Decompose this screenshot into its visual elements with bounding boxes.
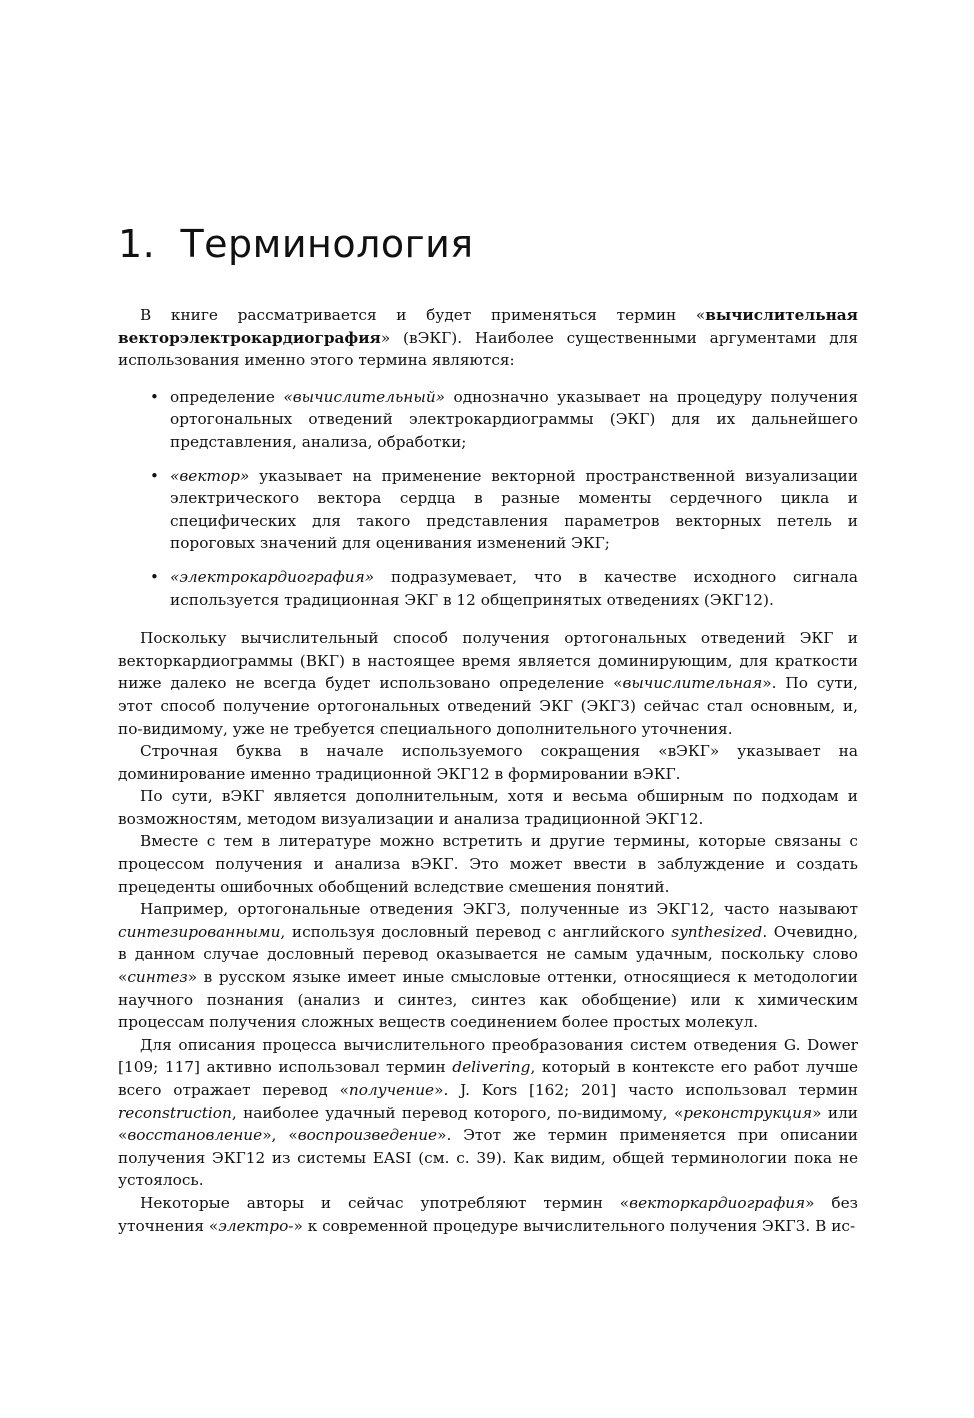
text-span: подразумевает, что в качестве исходного сигнала используется традиционная ЭКГ в 12 общепринятых отведениях (ЭКГ12). bbox=[170, 567, 858, 609]
text-span: » или « bbox=[118, 1103, 858, 1145]
text-span: ». По сути, этот способ получение ортогональных отведений ЭКГ (ЭКГ3) сейчас стал основным, и, по-видимому, уже не требуется специального дополнительного уточнения. bbox=[118, 674, 858, 738]
chapter-body bbox=[118, 304, 858, 1237]
text-span: указывает на применение векторной пространственной визуализации электрического вектора сердца в разные моменты сердечного цикла и специфических для такого представления параметров векторных петель и пороговых значений для оценивания изменений ЭКГ; bbox=[170, 466, 858, 553]
paragraph: Вместе с тем в литературе можно встретить и другие термины, которые связаны с процессом получения и анализа вЭКГ. Это может ввести в заблуждение и создать прецеденты ошибочных обобщений вследствие смешения понятий. bbox=[118, 832, 858, 896]
text-span: Например, ортогональные отведения ЭКГ3, полученные из ЭКГ12, часто называют bbox=[140, 900, 858, 919]
paragraph bbox=[118, 1192, 858, 1237]
italic-term: синтез bbox=[127, 968, 188, 987]
paragraph: По сути, вЭКГ является дополнительным, хотя и весьма обширным по подходам и возможностям, методом визуализации и анализа традиционной ЭКГ12. bbox=[118, 787, 858, 828]
italic-term: «электрокардиография» bbox=[170, 567, 375, 586]
italic-term: вычислительная bbox=[622, 674, 763, 693]
text-span: Для описания процесса вычислительного преобразования систем отведения G. Dower [109; 117] активно использовал термин bbox=[118, 1035, 858, 1077]
intro-paragraph bbox=[118, 304, 858, 372]
chapter-heading bbox=[118, 222, 474, 266]
italic-term: «вектор» bbox=[170, 466, 250, 485]
text-span: , который в контексте его работ лучше всего отражает перевод « bbox=[118, 1058, 858, 1099]
text-span: Некоторые авторы и сейчас употребляют термин « bbox=[140, 1193, 630, 1212]
italic-term: электро- bbox=[218, 1216, 294, 1235]
chapter-title: Терминология bbox=[180, 222, 474, 266]
italic-term: восстановление bbox=[127, 1126, 263, 1145]
italic-term: delivering bbox=[452, 1058, 531, 1077]
italic-term: воспроизведение bbox=[297, 1126, 438, 1145]
text-span: » к современной процедуре вычислительного получения ЭКГ3. В ис- bbox=[293, 1216, 856, 1235]
list-item bbox=[170, 465, 858, 555]
paragraph: Строчная буква в начале используемого сокращения «вЭКГ» указывает на доминирование именно традиционной ЭКГ12 в формировании вЭКГ. bbox=[118, 742, 858, 783]
list-item bbox=[170, 386, 858, 454]
text-span: определение bbox=[170, 387, 284, 406]
italic-term: «вычислительный» bbox=[283, 387, 446, 406]
italic-term: reconstruction bbox=[118, 1103, 232, 1122]
text-span: ». Этот же термин применяется при описании получения ЭКГ12 из системы EASI (см. с. 39). Как видим, общей терминологии пока не устоялось. bbox=[118, 1126, 858, 1190]
italic-term: synthesized bbox=[671, 922, 763, 941]
text-span: », « bbox=[262, 1126, 298, 1145]
paragraph bbox=[118, 627, 858, 740]
text-span: » (вЭКГ). Наиболее существенными аргументами для использования именно этого термина являются: bbox=[118, 328, 858, 370]
argument-list bbox=[118, 386, 858, 611]
text-span: » в русском языке имеет иные смысловые оттенки, относящиеся к методологии научного познания (анализ и синтез, синтез как обобщение) или к химическим процессам получения сложных веществ соединением более простых молекул. bbox=[118, 968, 858, 1032]
italic-term: векторкардиография bbox=[629, 1193, 806, 1212]
italic-term: получение bbox=[348, 1081, 435, 1099]
italic-term: синтезированными bbox=[118, 922, 281, 941]
bold-term: вычислительная векторэлектрокардиография bbox=[118, 306, 858, 347]
chapter-number: 1. bbox=[118, 222, 156, 266]
text-span: однозначно указывает на процедуру получения ортогональных отведений электрокардиограммы (ЭКГ) для их дальнейшего представления, анализа, обработки; bbox=[170, 387, 858, 451]
text-span: В книге рассматривается и будет применяться термин « bbox=[140, 306, 706, 324]
italic-term: реконструкция bbox=[683, 1103, 813, 1122]
text-span: . Очевидно, в данном случае дословный перевод оказывается не самым удачным, поскольку слово « bbox=[118, 922, 858, 987]
paragraph bbox=[118, 898, 858, 1034]
text-span: Поскольку вычислительный способ получения ортогональных отведений ЭКГ и векторкардиограммы (ВКГ) в настоящее время является доминирующим, для краткости ниже далеко не всегда будет использовано определение « bbox=[118, 629, 858, 693]
text-span: ». J. Kors [162; 201] часто использовал термин bbox=[434, 1081, 858, 1099]
text-span: » без уточнения « bbox=[118, 1193, 858, 1235]
paragraph bbox=[118, 1034, 858, 1192]
text-span: , наиболее удачный перевод которого, по-видимому, « bbox=[231, 1103, 684, 1122]
text-span: , используя дословный перевод с английского bbox=[280, 922, 672, 941]
list-item bbox=[170, 566, 858, 611]
